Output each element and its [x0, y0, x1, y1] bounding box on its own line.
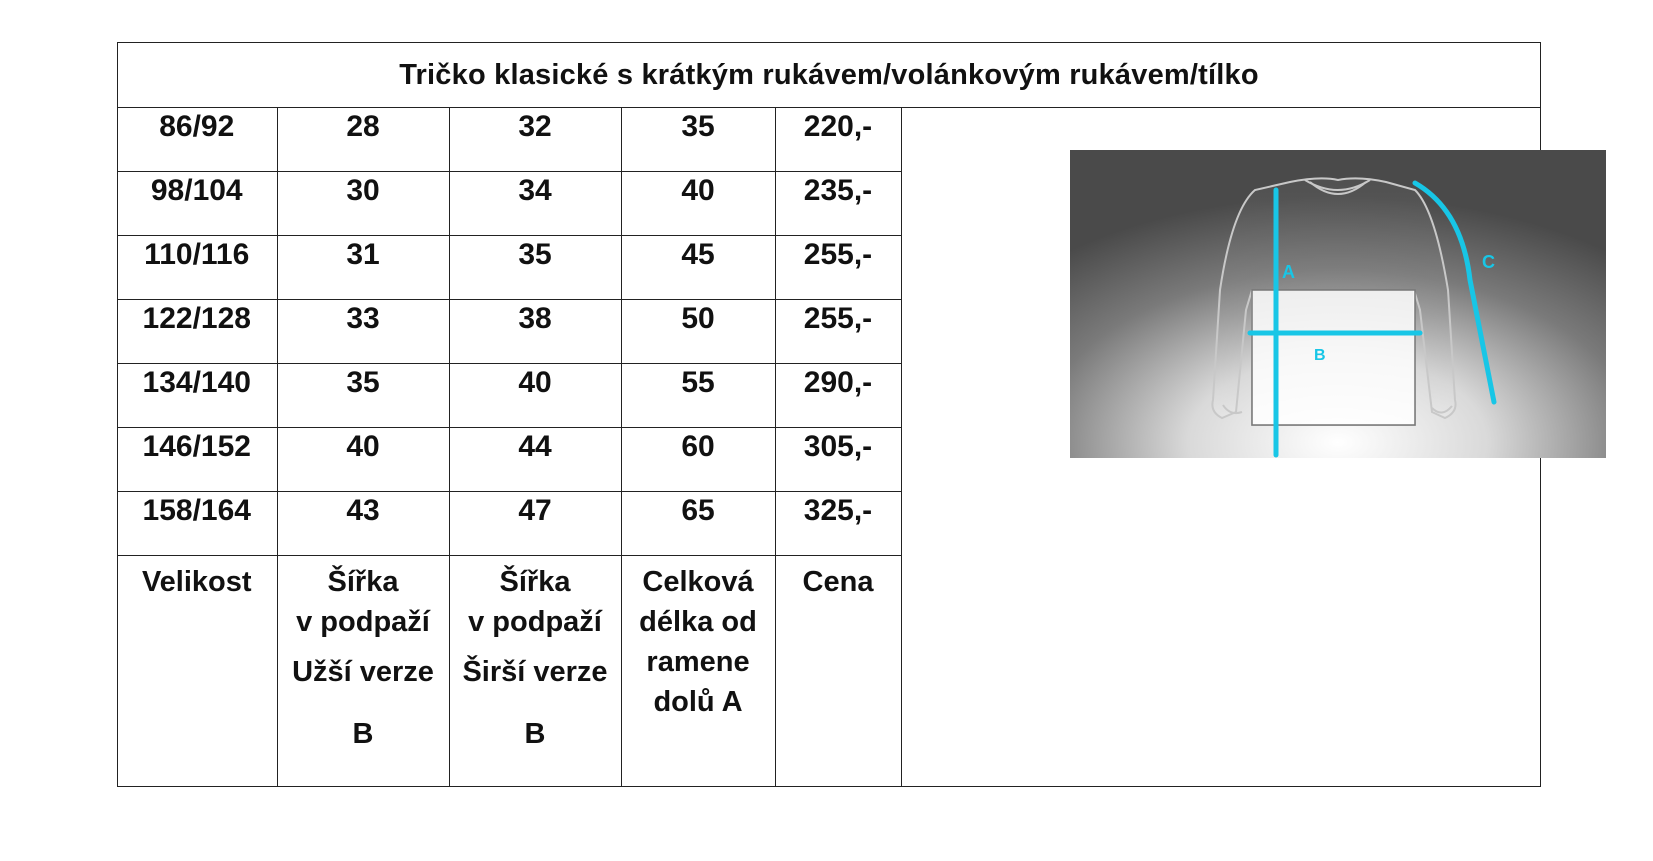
price-cell: 325,-: [775, 492, 901, 556]
narrow-width-cell: 40: [277, 428, 449, 492]
length-cell: 65: [621, 492, 775, 556]
wide-width-cell: 34: [449, 172, 621, 236]
wide-width-cell: 40: [449, 364, 621, 428]
table-row: [117, 172, 901, 236]
price-header-label: Cena: [802, 566, 874, 598]
price-cell: 255,-: [775, 300, 901, 364]
size-table: [117, 107, 902, 787]
size-cell: 98/104: [117, 172, 277, 236]
size-cell: 134/140: [117, 364, 277, 428]
narrow-width-cell: 35: [277, 364, 449, 428]
wide-width-header: [449, 556, 621, 787]
narrow-measure-letter: B: [352, 718, 374, 750]
length-line4: dolů A: [653, 686, 743, 718]
wide-width-line2: v podpaží: [468, 606, 602, 638]
price-cell: 290,-: [775, 364, 901, 428]
narrow-width-line1: Šířka: [327, 566, 399, 598]
size-cell: 110/116: [117, 236, 277, 300]
size-cell: 158/164: [117, 492, 277, 556]
narrow-width-cell: 30: [277, 172, 449, 236]
price-cell: 305,-: [775, 428, 901, 492]
label-a: A: [1282, 262, 1295, 282]
narrow-width-cell: 31: [277, 236, 449, 300]
length-cell: 35: [621, 108, 775, 172]
length-cell: 40: [621, 172, 775, 236]
size-header-label: Velikost: [141, 566, 252, 598]
size-header: [117, 556, 277, 787]
wide-measure-letter: B: [524, 718, 546, 750]
table-row: [117, 492, 901, 556]
price-cell: 255,-: [775, 236, 901, 300]
size-cell: 146/152: [117, 428, 277, 492]
narrow-width-header: [277, 556, 449, 787]
table-row: [117, 428, 901, 492]
shirt-measurement-image: [1070, 150, 1606, 458]
wide-width-cell: 47: [449, 492, 621, 556]
length-cell: 55: [621, 364, 775, 428]
label-b: B: [1314, 347, 1326, 364]
table-row: [117, 108, 901, 172]
price-cell: 235,-: [775, 172, 901, 236]
narrow-width-cell: 33: [277, 300, 449, 364]
size-chart: [117, 42, 1541, 787]
chart-title: Tričko klasické s krátkým rukávem/volánkovým rukávem/tílko: [118, 43, 1540, 108]
wide-width-cell: 44: [449, 428, 621, 492]
length-line1: Celková: [642, 566, 754, 598]
narrow-version-label: Užší verze: [292, 656, 434, 688]
length-line2: délka od: [639, 606, 757, 638]
length-cell: 60: [621, 428, 775, 492]
price-cell: 220,-: [775, 108, 901, 172]
wide-version-label: Širší verze: [462, 656, 608, 688]
table-row: [117, 300, 901, 364]
length-header: [621, 556, 775, 787]
shirt-diagram: [1070, 150, 1606, 458]
table-row: [117, 364, 901, 428]
narrow-width-cell: 28: [277, 108, 449, 172]
narrow-width-line2: v podpaží: [296, 606, 430, 638]
label-c: C: [1482, 252, 1495, 272]
wide-width-cell: 38: [449, 300, 621, 364]
header-row: [117, 556, 901, 787]
price-header: [775, 556, 901, 787]
size-cell: 122/128: [117, 300, 277, 364]
narrow-width-cell: 43: [277, 492, 449, 556]
wide-width-line1: Šířka: [499, 566, 571, 598]
size-cell: 86/92: [117, 108, 277, 172]
length-line3: ramene: [646, 646, 750, 678]
wide-width-cell: 35: [449, 236, 621, 300]
length-cell: 45: [621, 236, 775, 300]
table-row: [117, 236, 901, 300]
wide-width-cell: 32: [449, 108, 621, 172]
length-cell: 50: [621, 300, 775, 364]
